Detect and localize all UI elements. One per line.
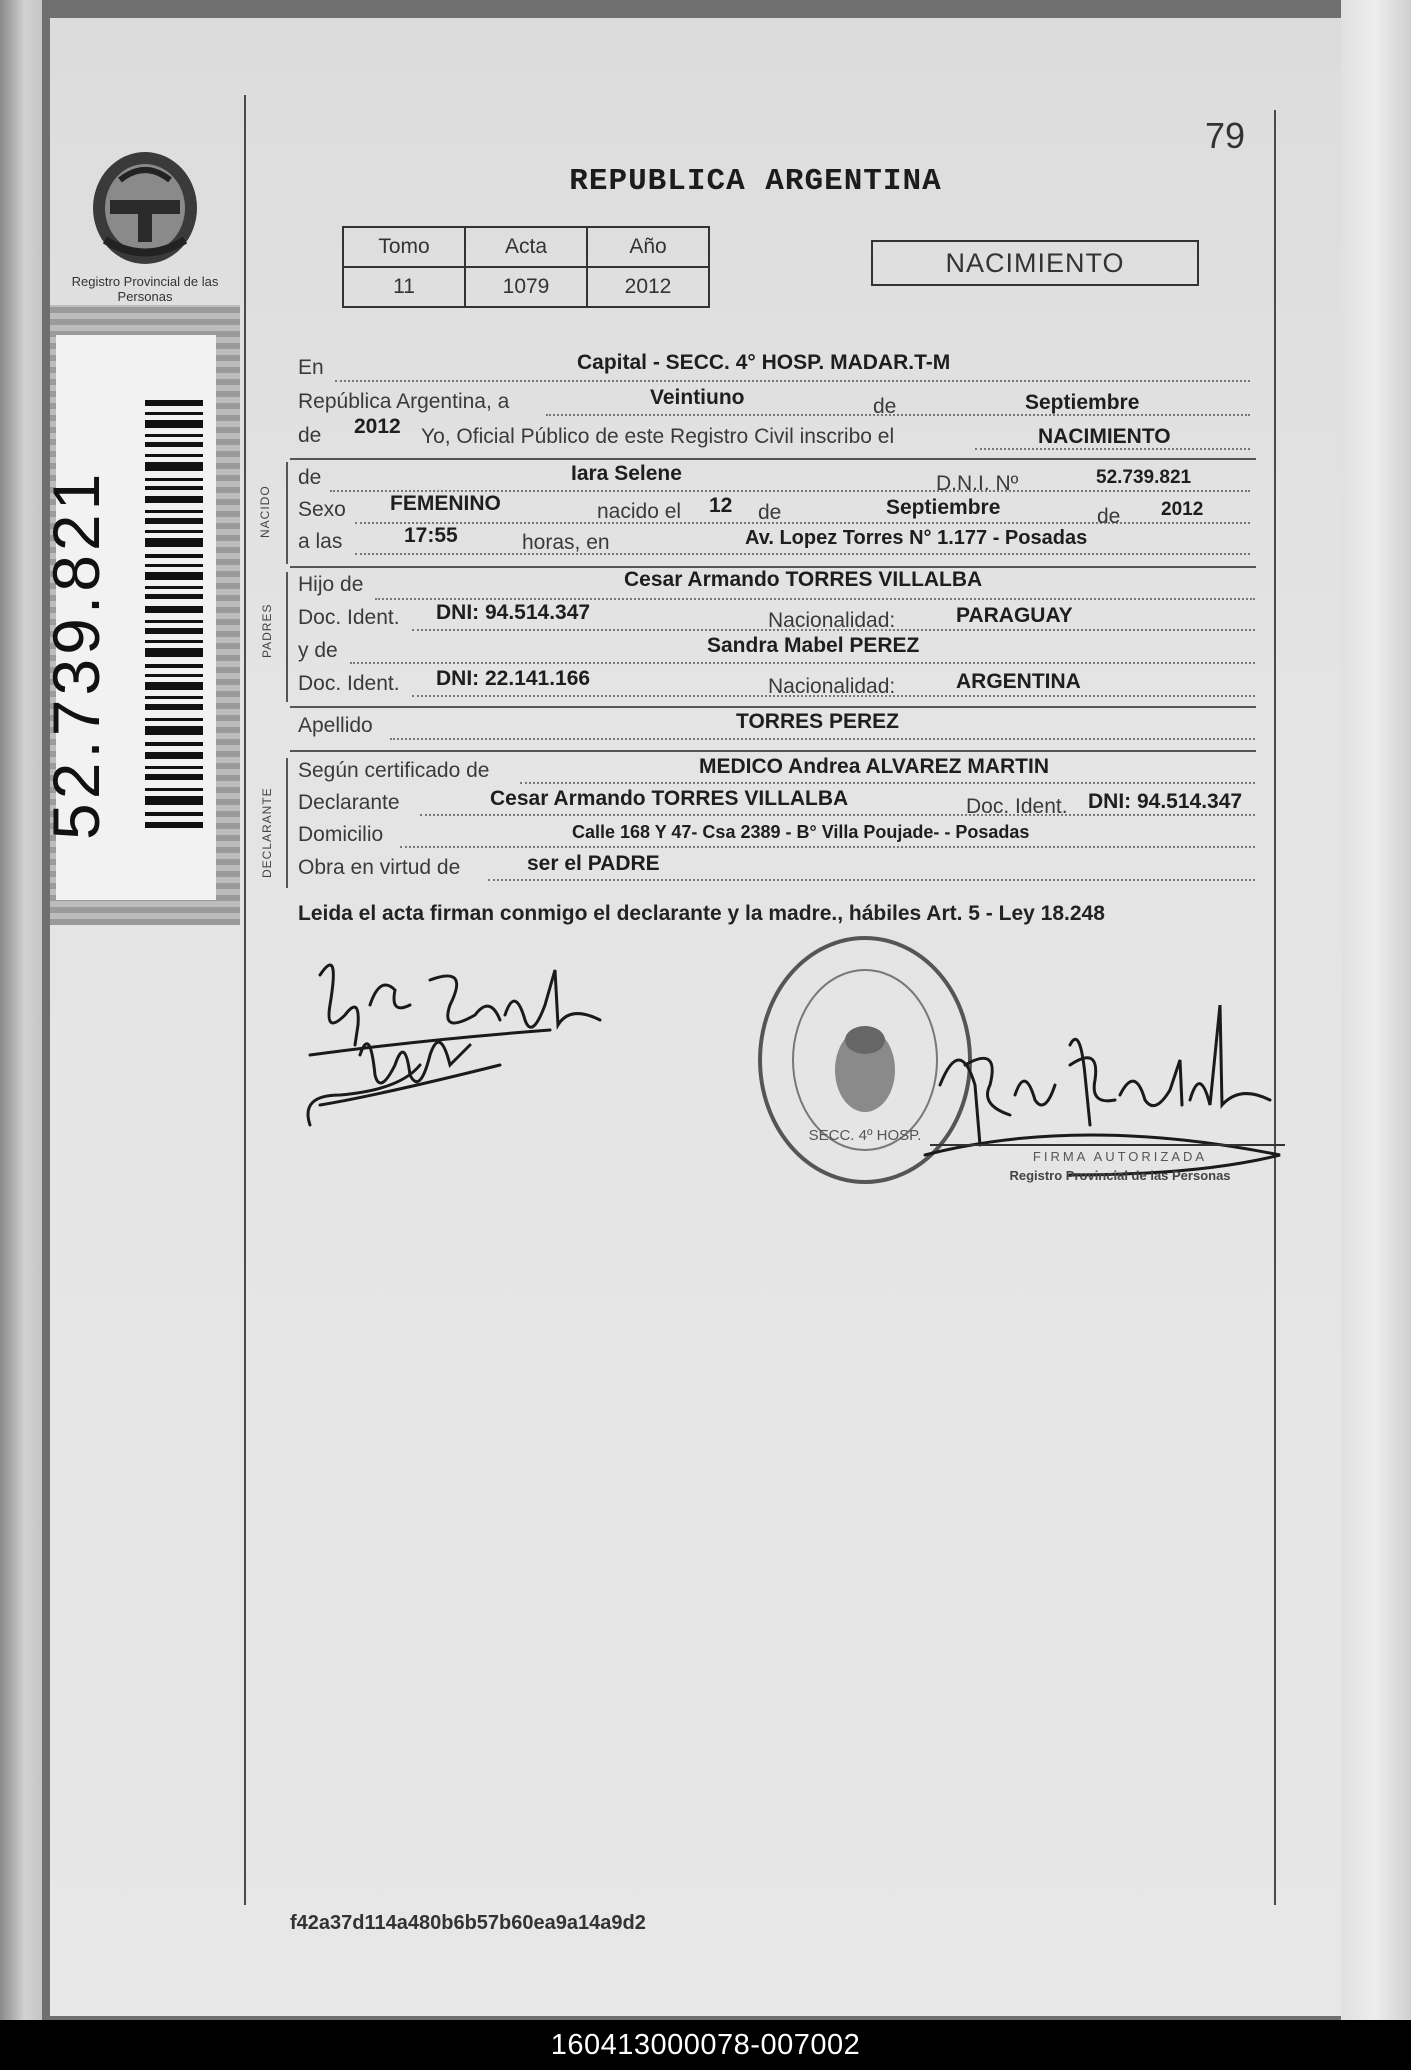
dotted-line (390, 738, 1255, 740)
label-de-month: de (758, 501, 782, 524)
signature-office: Registro Provincial de las Personas (1009, 1168, 1231, 1183)
label-doc-ident-mother: Doc. Ident. (298, 672, 400, 695)
section-divider (290, 458, 1256, 460)
footer-id-bar (0, 2020, 1411, 2070)
value-birth-place: Av. Lopez Torres N° 1.177 - Posadas (745, 527, 1088, 549)
value-month: Septiembre (1025, 391, 1140, 414)
dotted-line (400, 846, 1255, 848)
dotted-line (375, 598, 1255, 600)
section-label-padres: PADRES (260, 603, 274, 658)
label-segun-certificado: Según certificado de (298, 759, 490, 782)
value-event: NACIMIENTO (1038, 425, 1171, 448)
label-a-las: a las (298, 530, 343, 553)
value-declarante-name: Cesar Armando TORRES VILLALBA (490, 787, 849, 810)
value-year: 2012 (354, 415, 401, 438)
value-mother-name: Sandra Mabel PEREZ (707, 634, 920, 657)
value-mother-doc: DNI: 22.141.166 (436, 667, 591, 690)
label-doc-ident-declarante: Doc. Ident. (966, 795, 1068, 818)
official-signature-icon (920, 1005, 1290, 1205)
label-nacionalidad: Nacionalidad: (768, 609, 896, 632)
declarant-signature-icon (300, 945, 630, 1145)
section-bracket (286, 462, 288, 564)
value-child-dni: 52.739.821 (1096, 467, 1192, 488)
registry-value-anio: 2012 (587, 267, 709, 307)
value-child-name: Iara Selene (571, 462, 682, 485)
label-sexo: Sexo (298, 498, 346, 521)
label-apellido: Apellido (298, 714, 373, 737)
label-declarante: Declarante (298, 791, 400, 814)
label-en: En (298, 356, 324, 379)
section-divider (290, 750, 1256, 752)
value-birth-year: 2012 (1161, 499, 1204, 520)
page-number: 79 (1205, 115, 1246, 156)
label-doc-ident: Doc. Ident. (298, 606, 400, 629)
registry-header-anio: Año (587, 227, 709, 267)
dotted-line (350, 662, 1255, 664)
barcode-icon (145, 400, 203, 830)
label-hijo-de: Hijo de (298, 573, 364, 596)
label-nacido-el: nacido el (597, 500, 682, 523)
label-inscribo: Yo, Oficial Público de este Registro Civil inscribo el (421, 425, 895, 448)
page-edge-right (1341, 0, 1411, 2020)
seal-label: Registro Provincial de las Personas (71, 274, 219, 304)
registry-header-acta: Acta (465, 227, 587, 267)
registry-table (342, 226, 710, 308)
value-obra: ser el PADRE (527, 852, 660, 875)
label-republica: República Argentina, a (298, 390, 510, 413)
signature-caption: FIRMA AUTORIZADA (1032, 1149, 1208, 1164)
section-divider (290, 706, 1256, 708)
document-title: REPUBLICA ARGENTINA (569, 164, 942, 199)
dotted-line (355, 553, 1250, 555)
section-label-declarante: DECLARANTE (260, 787, 274, 878)
dotted-line (335, 380, 1250, 382)
value-birth-day: 12 (709, 494, 733, 517)
label-horas-en: horas, en (522, 531, 610, 554)
document-hash: f42a37d114a480b6b57b60ea9a14a9d2 (290, 1912, 646, 1934)
value-father-nationality: PARAGUAY (956, 604, 1073, 627)
value-place: Capital - SECC. 4° HOSP. MADAR.T-M (577, 351, 951, 374)
section-bracket (286, 572, 288, 702)
section-bracket (286, 758, 288, 888)
value-declarante-doc: DNI: 94.514.347 (1088, 790, 1243, 813)
label-de: de (873, 395, 897, 418)
dotted-line (420, 814, 1255, 816)
value-birth-month: Septiembre (886, 496, 1001, 519)
value-birth-time: 17:55 (404, 524, 458, 547)
closing-statement: Leida el acta firman conmigo el declarante y la madre., hábiles Art. 5 - Ley 18.248 (298, 902, 1105, 925)
label-de-year2: de (1097, 505, 1121, 528)
value-father-doc: DNI: 94.514.347 (436, 601, 591, 624)
value-father-name: Cesar Armando TORRES VILLALBA (624, 568, 983, 591)
value-domicilio: Calle 168 Y 47- Csa 2389 - B° Villa Poujade- - Posadas (572, 822, 1030, 842)
value-sexo: FEMENINO (390, 492, 501, 515)
provincial-seal-icon (80, 140, 210, 270)
label-obra: Obra en virtud de (298, 856, 461, 879)
label-de-name: de (298, 466, 322, 489)
label-y-de: y de (298, 639, 338, 662)
footer-id: 160413000078-007002 (550, 2029, 861, 2061)
facing-page-edge (0, 0, 42, 2020)
value-certificado: MEDICO Andrea ALVAREZ MARTIN (699, 755, 1049, 778)
left-margin-rule (244, 95, 246, 1905)
label-domicilio: Domicilio (298, 823, 384, 846)
label-dni: D.N.I. Nº (936, 472, 1019, 495)
side-dni-number: 52.739.821 (39, 469, 113, 840)
label-de-year: de (298, 424, 322, 447)
registry-value-tomo: 11 (343, 267, 465, 307)
label-nacionalidad-mother: Nacionalidad: (768, 675, 896, 698)
dotted-line (546, 414, 1250, 416)
dotted-line (520, 782, 1255, 784)
value-apellido: TORRES PEREZ (736, 710, 899, 733)
record-type-box: NACIMIENTO (871, 240, 1199, 286)
section-label-nacido: NACIDO (258, 485, 272, 538)
value-day-words: Veintiuno (650, 386, 745, 409)
registry-header-tomo: Tomo (343, 227, 465, 267)
registry-value-acta: 1079 (465, 267, 587, 307)
value-mother-nationality: ARGENTINA (956, 670, 1081, 693)
stamp-text: SECC. 4º HOSP. (808, 1127, 922, 1144)
dotted-line (488, 879, 1255, 881)
